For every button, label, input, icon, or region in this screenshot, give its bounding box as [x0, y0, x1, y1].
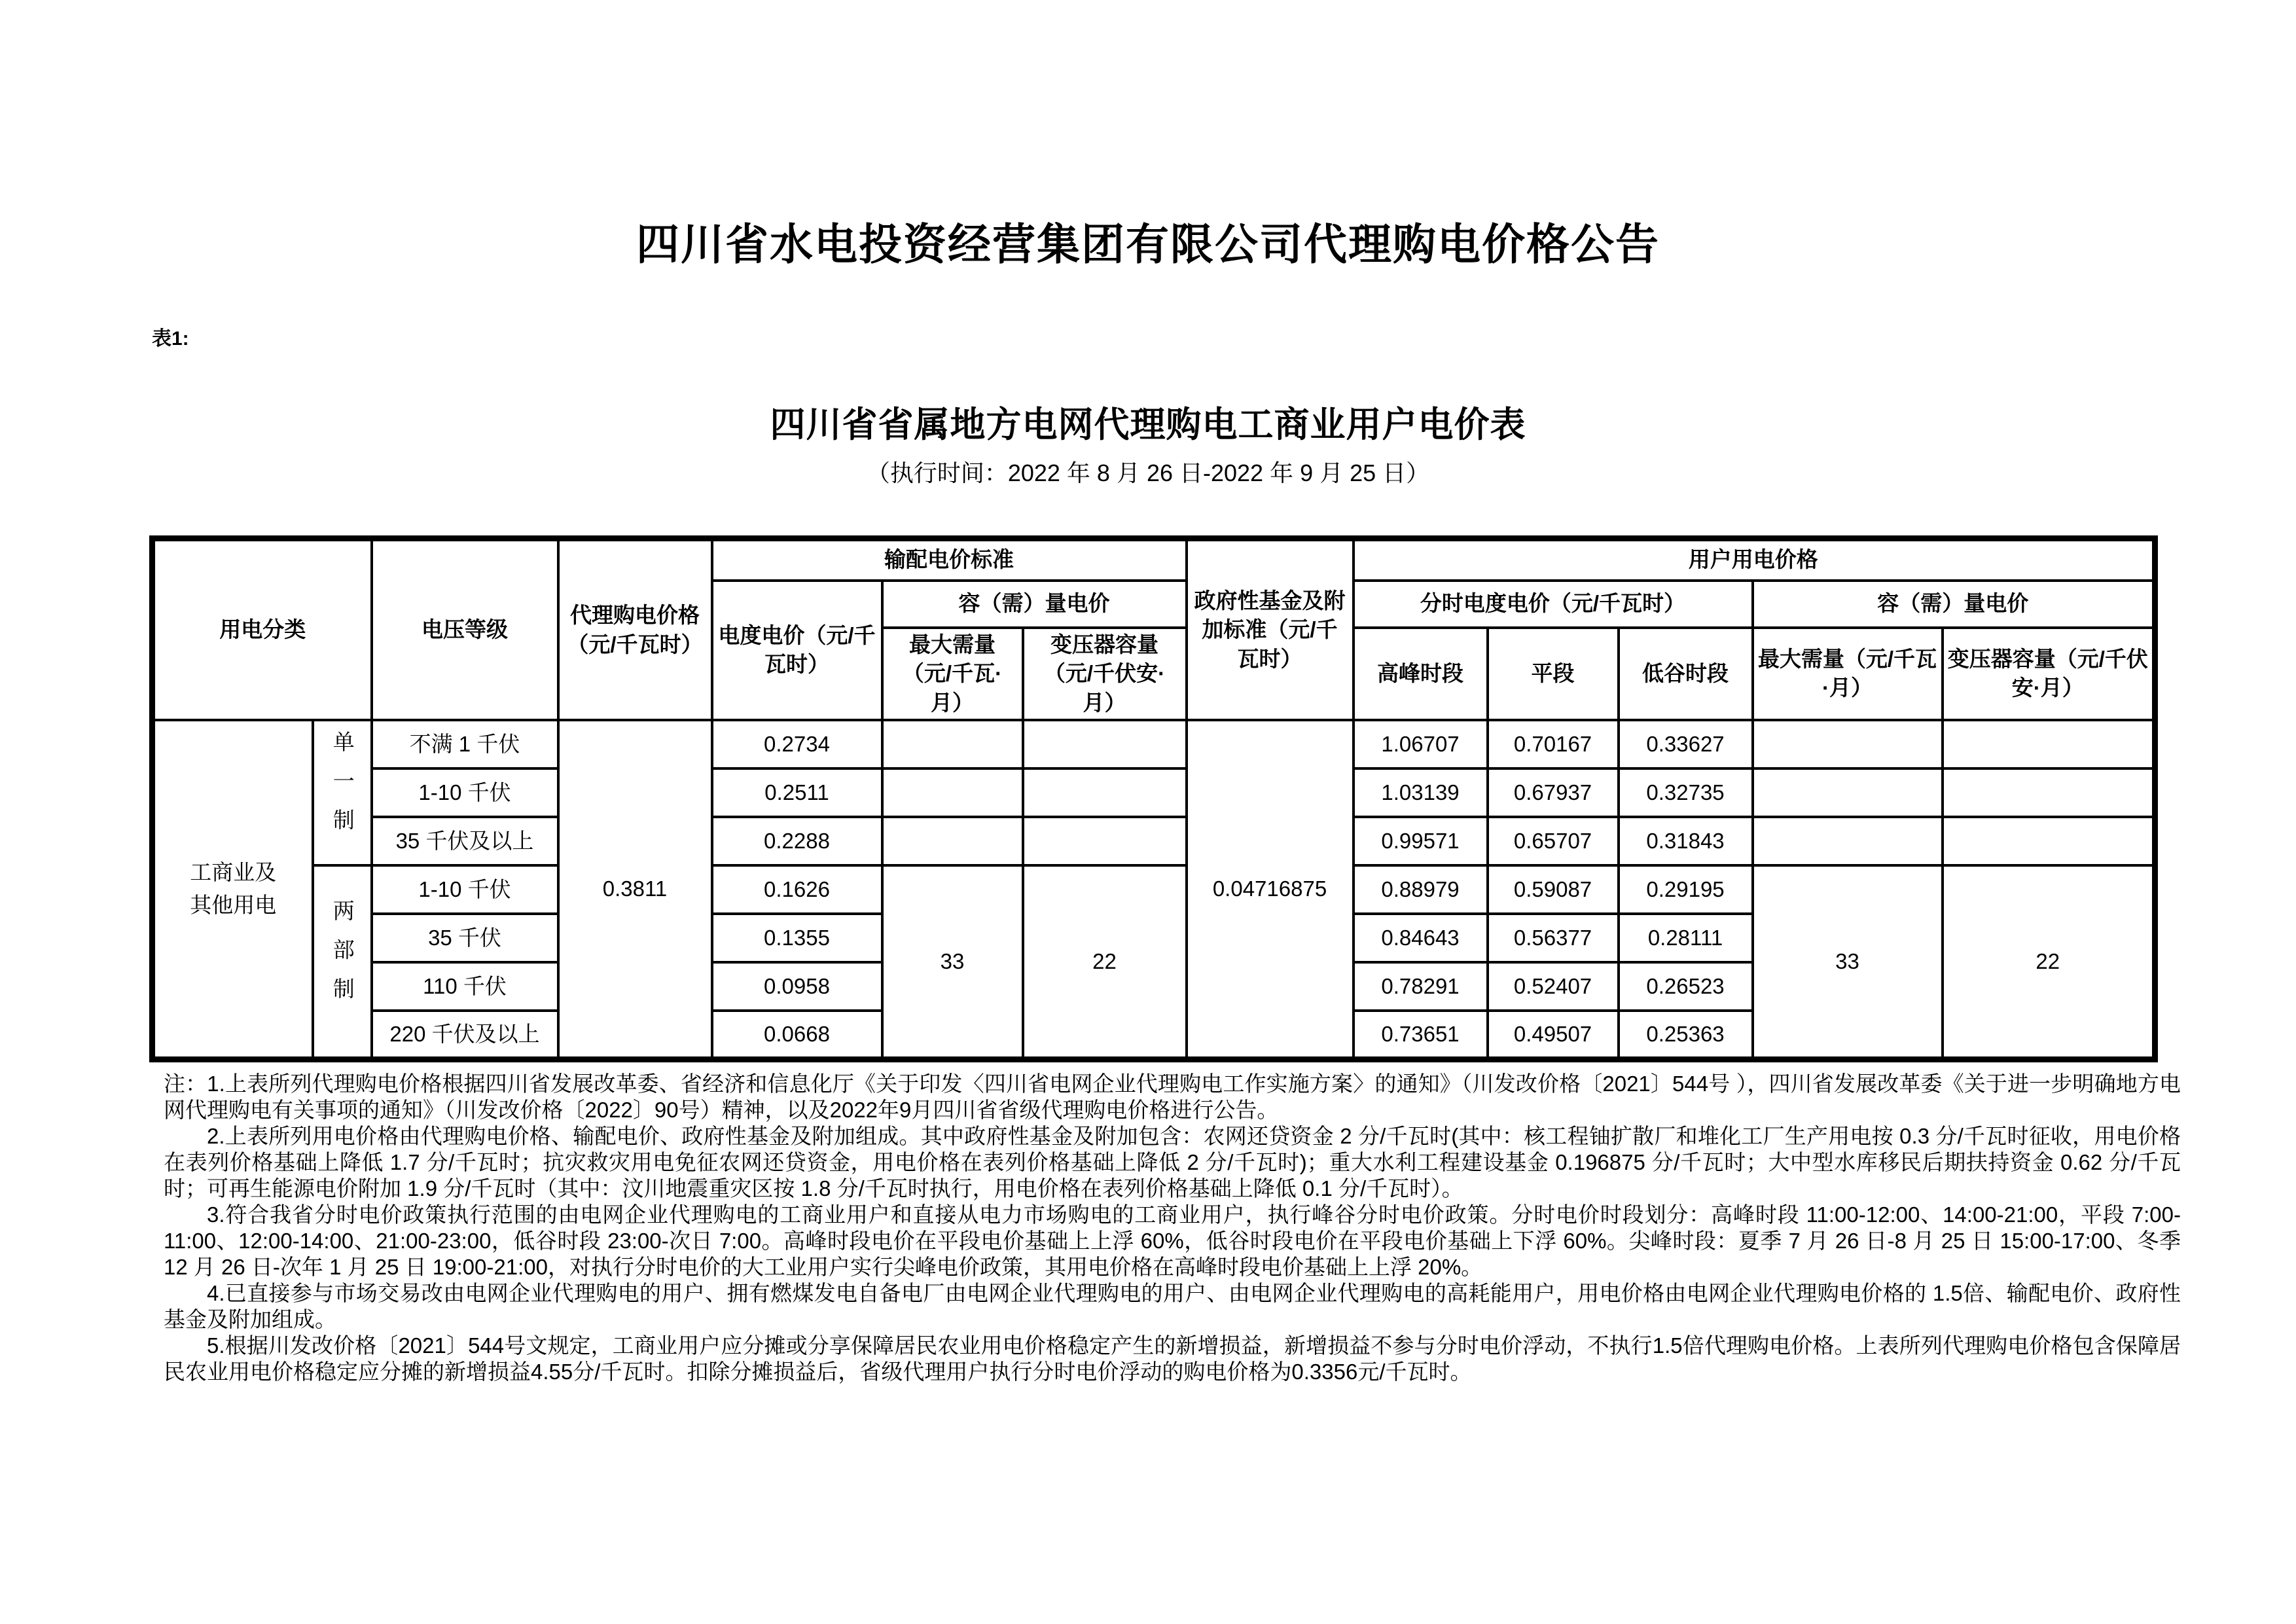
voltage-cell: 1-10 千伏	[372, 768, 558, 817]
header-flat: 平段	[1488, 628, 1619, 721]
empty-transformer-cell	[1023, 768, 1187, 817]
empty-transformer-user-cell	[1943, 817, 2155, 865]
flat-price-cell: 0.59087	[1488, 865, 1619, 914]
header-transmission-standard: 输配电价标准	[712, 539, 1187, 581]
empty-transformer-cell	[1023, 817, 1187, 865]
single-system-label: 单一制	[330, 731, 355, 848]
header-user-price: 用户用电价格	[1354, 539, 2155, 581]
header-tou-price: 分时电度电价（元/千瓦时）	[1354, 581, 1753, 628]
table-row	[152, 817, 2155, 865]
empty-max-demand-user-cell	[1753, 817, 1943, 865]
peak-price-cell: 1.03139	[1354, 768, 1488, 817]
empty-max-demand-cell	[882, 817, 1023, 865]
peak-price-cell: 0.78291	[1354, 962, 1488, 1011]
header-usage-category: 用电分类	[152, 539, 372, 721]
energy-price-cell: 0.1355	[712, 914, 882, 962]
table-row	[152, 768, 2155, 817]
header-peak: 高峰时段	[1354, 628, 1488, 721]
peak-price-cell: 1.06707	[1354, 720, 1488, 768]
table-row	[152, 720, 2155, 768]
header-capacity-price: 容（需）量电价	[882, 581, 1187, 628]
flat-price-cell: 0.70167	[1488, 720, 1619, 768]
peak-price-cell: 0.99571	[1354, 817, 1488, 865]
empty-max-demand-cell	[882, 720, 1023, 768]
header-energy-price: 电度电价（元/千瓦时）	[712, 581, 882, 721]
empty-max-demand-user-cell	[1753, 720, 1943, 768]
max-demand-cell: 33	[882, 865, 1023, 1059]
peak-price-cell: 0.73651	[1354, 1011, 1488, 1059]
energy-price-cell: 0.1626	[712, 865, 882, 914]
valley-price-cell: 0.29195	[1619, 865, 1753, 914]
notes-section	[164, 1071, 2181, 1385]
energy-price-cell: 0.0668	[712, 1011, 882, 1059]
valley-price-cell: 0.33627	[1619, 720, 1753, 768]
header-valley: 低谷时段	[1619, 628, 1753, 721]
note-4: 4.已直接参与市场交易改由电网企业代理购电的用户、拥有燃煤发电自备电厂由电网企业代理购电的用户、由电网企业代理购电的高耗能用户，用电价格由电网企业代理购电价格的 1.5倍、输配电价、政府性基金及附加组成。	[164, 1281, 2181, 1331]
energy-price-cell: 0.2734	[712, 720, 882, 768]
empty-transformer-user-cell	[1943, 768, 2155, 817]
header-transformer-capacity-user: 变压器容量（元/千伏安·月）	[1943, 628, 2155, 721]
gov-fund-cell: 0.04716875	[1187, 720, 1354, 1059]
voltage-cell: 220 千伏及以上	[372, 1011, 558, 1059]
energy-price-cell: 0.2288	[712, 817, 882, 865]
header-capacity-price-user: 容（需）量电价	[1753, 581, 2155, 628]
flat-price-cell: 0.49507	[1488, 1011, 1619, 1059]
note-1: 注：1.上表所列代理购电价格根据四川省发展改革委、省经济和信息化厅《关于印发〈四川省电网企业代理购电工作实施方案〉的通知》（川发改价格〔2021〕544号 ），四川省发展改革委《关于进一步明确地方电网代理购电有关事项的通知》（川发改价格〔2022〕90号）精神，以及2022年9月四川省省级代理购电价格进行公告。	[164, 1072, 2181, 1122]
energy-price-cell: 0.2511	[712, 768, 882, 817]
header-max-demand: 最大需量（元/千瓦·月）	[882, 628, 1023, 721]
max-demand-user-cell: 33	[1753, 865, 1943, 1059]
usage-category-cell: 工商业及其他用电	[152, 720, 313, 1059]
price-table	[149, 535, 2158, 1062]
transformer-capacity-user-cell: 22	[1943, 865, 2155, 1059]
flat-price-cell: 0.52407	[1488, 962, 1619, 1011]
header-transformer-capacity: 变压器容量（元/千伏安·月）	[1023, 628, 1187, 721]
valley-price-cell: 0.26523	[1619, 962, 1753, 1011]
single-system-cell	[313, 720, 372, 865]
page-title: 四川省水电投资经营集团有限公司代理购电价格公告	[636, 220, 1660, 268]
empty-max-demand-user-cell	[1753, 768, 1943, 817]
empty-transformer-cell	[1023, 720, 1187, 768]
header-voltage-level: 电压等级	[372, 539, 558, 721]
two-part-system-label: 两部制	[330, 899, 355, 1017]
header-max-demand-user: 最大需量（元/千瓦·月）	[1753, 628, 1943, 721]
energy-price-cell: 0.0958	[712, 962, 882, 1011]
execution-period: （执行时间：2022 年 8 月 26 日-2022 年 9 月 25 日）	[866, 460, 1430, 486]
valley-price-cell: 0.28111	[1619, 914, 1753, 962]
peak-price-cell: 0.88979	[1354, 865, 1488, 914]
voltage-cell: 1-10 千伏	[372, 865, 558, 914]
flat-price-cell: 0.65707	[1488, 817, 1619, 865]
valley-price-cell: 0.25363	[1619, 1011, 1753, 1059]
table-row	[152, 865, 2155, 914]
table-title-block	[0, 397, 2296, 488]
note-5: 5.根据川发改价格〔2021〕544号文规定，工商业用户应分摊或分享保障居民农业用电价格稳定产生的新增损益，新增损益不参与分时电价浮动，不执行1.5倍代理购电价格。上表所列代理购电价格包含保障居民农业用电价格稳定应分摊的新增损益4.55分/千瓦时。扣除分摊损益后，省级代理用户执行分时电价浮动的购电价格为0.3356元/千瓦时。	[164, 1333, 2181, 1384]
voltage-cell: 不满 1 千伏	[372, 720, 558, 768]
transformer-capacity-cell: 22	[1023, 865, 1187, 1059]
header-gov-fund: 政府性基金及附加标准（元/千瓦时）	[1187, 539, 1354, 721]
empty-max-demand-cell	[882, 768, 1023, 817]
voltage-cell: 110 千伏	[372, 962, 558, 1011]
flat-price-cell: 0.56377	[1488, 914, 1619, 962]
two-part-system-cell	[313, 865, 372, 1059]
agent-price-cell: 0.3811	[558, 720, 712, 1059]
voltage-cell: 35 千伏	[372, 914, 558, 962]
empty-transformer-user-cell	[1943, 720, 2155, 768]
header-agent-price: 代理购电价格（元/千瓦时）	[558, 539, 712, 721]
note-3: 3.符合我省分时电价政策执行范围的由电网企业代理购电的工商业用户和直接从电力市场购电的工商业用户，执行峰谷分时电价政策。分时电价时段划分：高峰时段 11:00-12:00、14:00-21:00，平段 7:00-11:00、12:00-14:00、21:00-23:00，低谷时段 23:00-次日 7:00。高峰时段电价在平段电价基础上上浮 60%，低谷时段电价在平段电价基础上下浮 60%。尖峰时段：夏季 7 月 26 日-8 月 25 日 15:00-17:00、冬季 12 月 26 日-次年 1 月 25 日 19:00-21:00，对执行分时电价的大工业用户实行尖峰电价政策，其用电价格在高峰时段电价基础上上浮 20%。	[164, 1202, 2181, 1279]
valley-price-cell: 0.31843	[1619, 817, 1753, 865]
table-title: 四川省省属地方电网代理购电工商业用户电价表	[770, 405, 1526, 444]
note-2: 2.上表所列用电价格由代理购电价格、输配电价、政府性基金及附加组成。其中政府性基金及附加包含：农网还贷资金 2 分/千瓦时(其中：核工程铀扩散厂和堆化工厂生产用电按 0.3 分/千瓦时征收，用电价格在表列价格基础上降低 1.7 分/千瓦时；抗灾救灾用电免征农网还贷资金，用电价格在表列价格基础上降低 2 分/千瓦时)；重大水利工程建设基金 0.196875 分/千瓦时；大中型水库移民后期扶持资金 0.62 分/千瓦时；可再生能源电价附加 1.9 分/千瓦时（其中：汶川地震重灾区按 1.8 分/千瓦时执行，用电价格在表列价格基础上降低 0.1 分/千瓦时）。	[164, 1124, 2181, 1200]
peak-price-cell: 0.84643	[1354, 914, 1488, 962]
voltage-cell: 35 千伏及以上	[372, 817, 558, 865]
table-label: 表1:	[152, 328, 189, 350]
flat-price-cell: 0.67937	[1488, 768, 1619, 817]
valley-price-cell: 0.32735	[1619, 768, 1753, 817]
